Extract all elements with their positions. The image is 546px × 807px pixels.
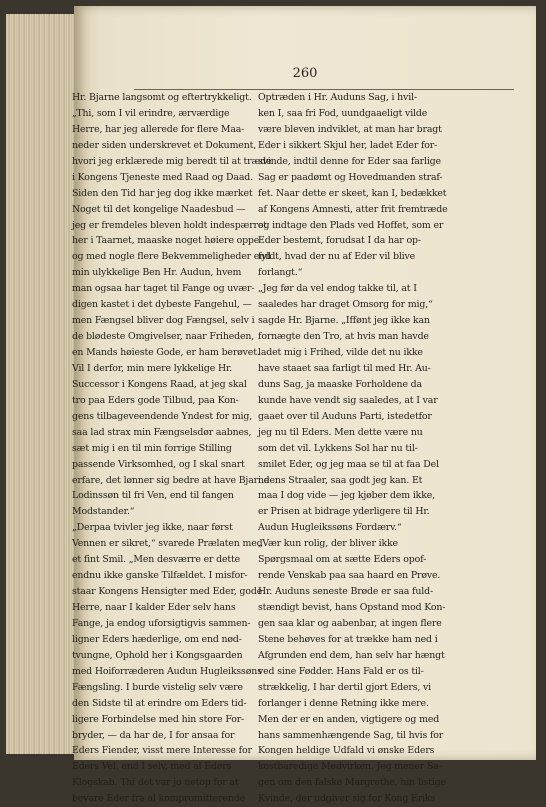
text-line: Vennen er sikret,“ svarede Prælaten med xyxy=(72,538,263,550)
text-line: tro paa Eders gode Tilbud, paa Kon- xyxy=(72,394,239,406)
right-text-column xyxy=(258,90,448,807)
text-line: neder siden underskrevet et Dokument, xyxy=(72,139,257,151)
text-line: saa lad strax min Fængselsdør aabnes, xyxy=(72,426,252,438)
text-line: Spørgsmaal om at sætte Eders opof- xyxy=(258,554,427,566)
text-line: være bleven indviklet, at man har bragt xyxy=(258,123,442,135)
text-line: strækkelig, I har dertil gjort Eders, vi xyxy=(258,681,432,693)
text-line: erfare, det lønner sig bedre at have Bjarne xyxy=(72,474,270,486)
text-line: endnu ikke ganske Tilfældet. I misfor- xyxy=(72,570,248,582)
text-line: forlangt.“ xyxy=(258,267,303,279)
text-line: Stene behøves for at trække ham ned i xyxy=(258,633,438,645)
text-line: bevare Eder fra al kompromitterende xyxy=(72,793,246,805)
text-line: maa I dog vide — jeg kjøber dem ikke, xyxy=(258,490,435,502)
text-line: svinde, indtil denne for Eder saa farlige xyxy=(258,155,441,167)
text-line: „Derpaa tvivler jeg ikke, naar først xyxy=(72,522,233,534)
text-line: Klogskab. Thi det var jo netop for at xyxy=(72,777,239,789)
text-line: digen kastet i det dybeste Fangehul, — xyxy=(72,299,252,311)
text-line: Kongen heldige Udfald vi ønske Eders xyxy=(258,745,435,757)
text-line: stændigt bevist, hans Opstand mod Kon- xyxy=(258,602,446,613)
text-line: fet. Naar dette er skeet, kan I, bedækket xyxy=(258,187,447,199)
text-line: smilet Eder, og jeg maa se til at faa Del xyxy=(258,458,439,470)
text-line: hans sammenhængende Sag, til hvis for xyxy=(258,729,444,741)
text-line: men Fængsel bliver dog Fængsel, selv i xyxy=(72,315,255,327)
text-line: Successor i Kongens Raad, at jeg skal xyxy=(72,378,247,390)
text-line: Fængsling. I burde vistelig selv være xyxy=(72,681,243,693)
text-line: Eder bestemt, forudsat I da har op- xyxy=(258,235,421,247)
text-line: i Kongens Tjeneste med Raad og Daad. xyxy=(72,171,253,183)
text-line: og indtage den Plads ved Hoffet, som er xyxy=(258,219,444,231)
text-line: af Kongens Amnesti, atter frit fremtræde xyxy=(258,203,448,215)
text-line: hvori jeg erklærede mig beredt til at træde xyxy=(72,155,272,167)
text-line: Eders Vel, end I selv, med al Eders xyxy=(72,761,232,773)
text-line: Siden den Tid har jeg dog ikke mærket xyxy=(72,187,253,199)
text-line: gens tilbageveendende Yndest for mig, xyxy=(72,410,253,422)
text-line: Lodinssøn til fri Ven, end til fangen xyxy=(72,490,234,502)
text-line: have staaet saa farligt til med Hr. Au- xyxy=(258,362,431,374)
text-line: „Thi, som I vil erindre, ærværdige xyxy=(72,107,230,119)
text-line: man ogsaa har taget til Fange og uvær- xyxy=(72,283,255,295)
text-line: fyldt, hvad der nu af Eder vil blive xyxy=(258,251,416,263)
text-line: Optræden i Hr. Auduns Sag, i hvil- xyxy=(258,92,417,103)
text-line: „Jeg før da vel endog takke til, at I xyxy=(258,283,417,295)
text-line: ligere Forbindelse med hin store For- xyxy=(72,713,245,725)
text-line: jeg nu til Eders. Men dette være nu xyxy=(258,426,423,438)
text-line: forlanger i denne Retning ikke mere. xyxy=(258,697,429,709)
text-line: gen saa klar og aabenbar, at ingen flere xyxy=(258,617,442,629)
text-line: sæt mig i en til min forrige Stilling xyxy=(72,442,232,454)
text-line: som det vil. Lykkens Sol har nu til- xyxy=(258,442,418,454)
text-line: bryder, — da har de, I for ansaa for xyxy=(72,729,235,741)
text-line: ken I, saa fri Fod, uundgaaeligt vilde xyxy=(258,107,428,119)
text-line: et fint Smil. „Men desværre er dette xyxy=(72,554,241,566)
text-line: jeg er fremdeles bleven holdt indespærret xyxy=(72,219,267,231)
text-line: de blødeste Omgivelser, naar Friheden, xyxy=(72,331,255,343)
text-line: duns Sag, ja maaske Forholdene da xyxy=(258,378,422,390)
text-line: i dens Straaler, saa godt jeg kan. Et xyxy=(258,474,423,486)
page-number: 260 xyxy=(292,66,318,81)
book-page-edges xyxy=(6,14,75,754)
text-line: Kvinde, der udgiver sig for Kong Eriks xyxy=(258,793,436,805)
text-line: Eder i sikkert Skjul her, ladet Eder for- xyxy=(258,139,438,151)
text-line: Herre, har jeg allerede for flere Maa- xyxy=(72,123,245,135)
text-line: gen om den falske Margrethe, hin listige xyxy=(258,777,446,789)
text-line: kunde have vendt sig saaledes, at I var xyxy=(258,394,438,406)
text-line: Afgrunden end dem, han selv har hængt xyxy=(258,649,445,661)
text-line: „Vær kun rolig, der bliver ikke xyxy=(258,538,398,550)
text-line: Hr. Auduns seneste Brøde er saa fuld- xyxy=(258,586,433,598)
text-line: tvungne, Ophold her i Kongsgaarden xyxy=(72,649,243,661)
text-line: sagde Hr. Bjarne. „Iffønt jeg ikke kan xyxy=(258,315,430,327)
left-text-column xyxy=(72,90,272,807)
text-line: Fange, ja endog uforsigtigvis sammen- xyxy=(72,617,251,629)
text-line: Eders Fiender, visst mere Interesse for xyxy=(72,745,252,757)
text-line: med Hoiforræderen Audun Hugleikssøns xyxy=(72,665,262,677)
text-line: staar Kongens Hensigter med Eder, gode xyxy=(72,586,263,598)
text-line: passende Virksomhed, og I skal snart xyxy=(72,458,245,470)
text-line: Hr. Bjarne langsomt og eftertrykkeligt. xyxy=(72,92,252,103)
text-line: Modstander.“ xyxy=(72,506,135,518)
text-line: Vil I derfor, min mere lykkelige Hr. xyxy=(72,362,233,374)
text-line: Sag er paadømt og Hovedmanden straf- xyxy=(258,171,443,183)
text-line: gaaet over til Auduns Parti, istedetfor xyxy=(258,410,432,422)
text-line: og med nogle flere Bekvemmeligheder end xyxy=(72,251,271,263)
text-line: ligner Eders hæderlige, om end nød- xyxy=(72,633,242,645)
text-line: her i Taarnet, maaske noget høiere oppe xyxy=(72,235,260,247)
text-line: rende Venskab paa saa haard en Prøve. xyxy=(258,570,441,582)
text-line: fornægte den Tro, at hvis man havde xyxy=(258,331,429,343)
text-line: er Prisen at bidrage yderligere til Hr. xyxy=(258,506,430,518)
text-line: ladet mig i Frihed, vilde det nu ikke xyxy=(258,347,423,358)
text-line: Men der er en anden, vigtigere og med xyxy=(258,713,440,725)
text-line: kostbaredige Medvirken. Jeg mener Sa- xyxy=(258,761,442,773)
text-line: ved sine Fødder. Hans Fald er os til- xyxy=(258,665,424,677)
text-line: Herre, naar I kalder Eder selv hans xyxy=(72,602,236,613)
text-line: en Mands høieste Gode, er ham berøvet. xyxy=(72,347,260,358)
text-line: Audun Hugleikssøns Fordærv.“ xyxy=(258,522,402,534)
text-line: min ulykkelige Ben Hr. Audun, hvem xyxy=(72,267,242,279)
text-line: Noget til det kongelige Naadesbud — xyxy=(72,203,246,215)
text-line: den Sidste til at erindre om Eders tid- xyxy=(72,697,247,709)
text-line: saaledes har draget Omsorg for mig,“ xyxy=(258,299,433,311)
